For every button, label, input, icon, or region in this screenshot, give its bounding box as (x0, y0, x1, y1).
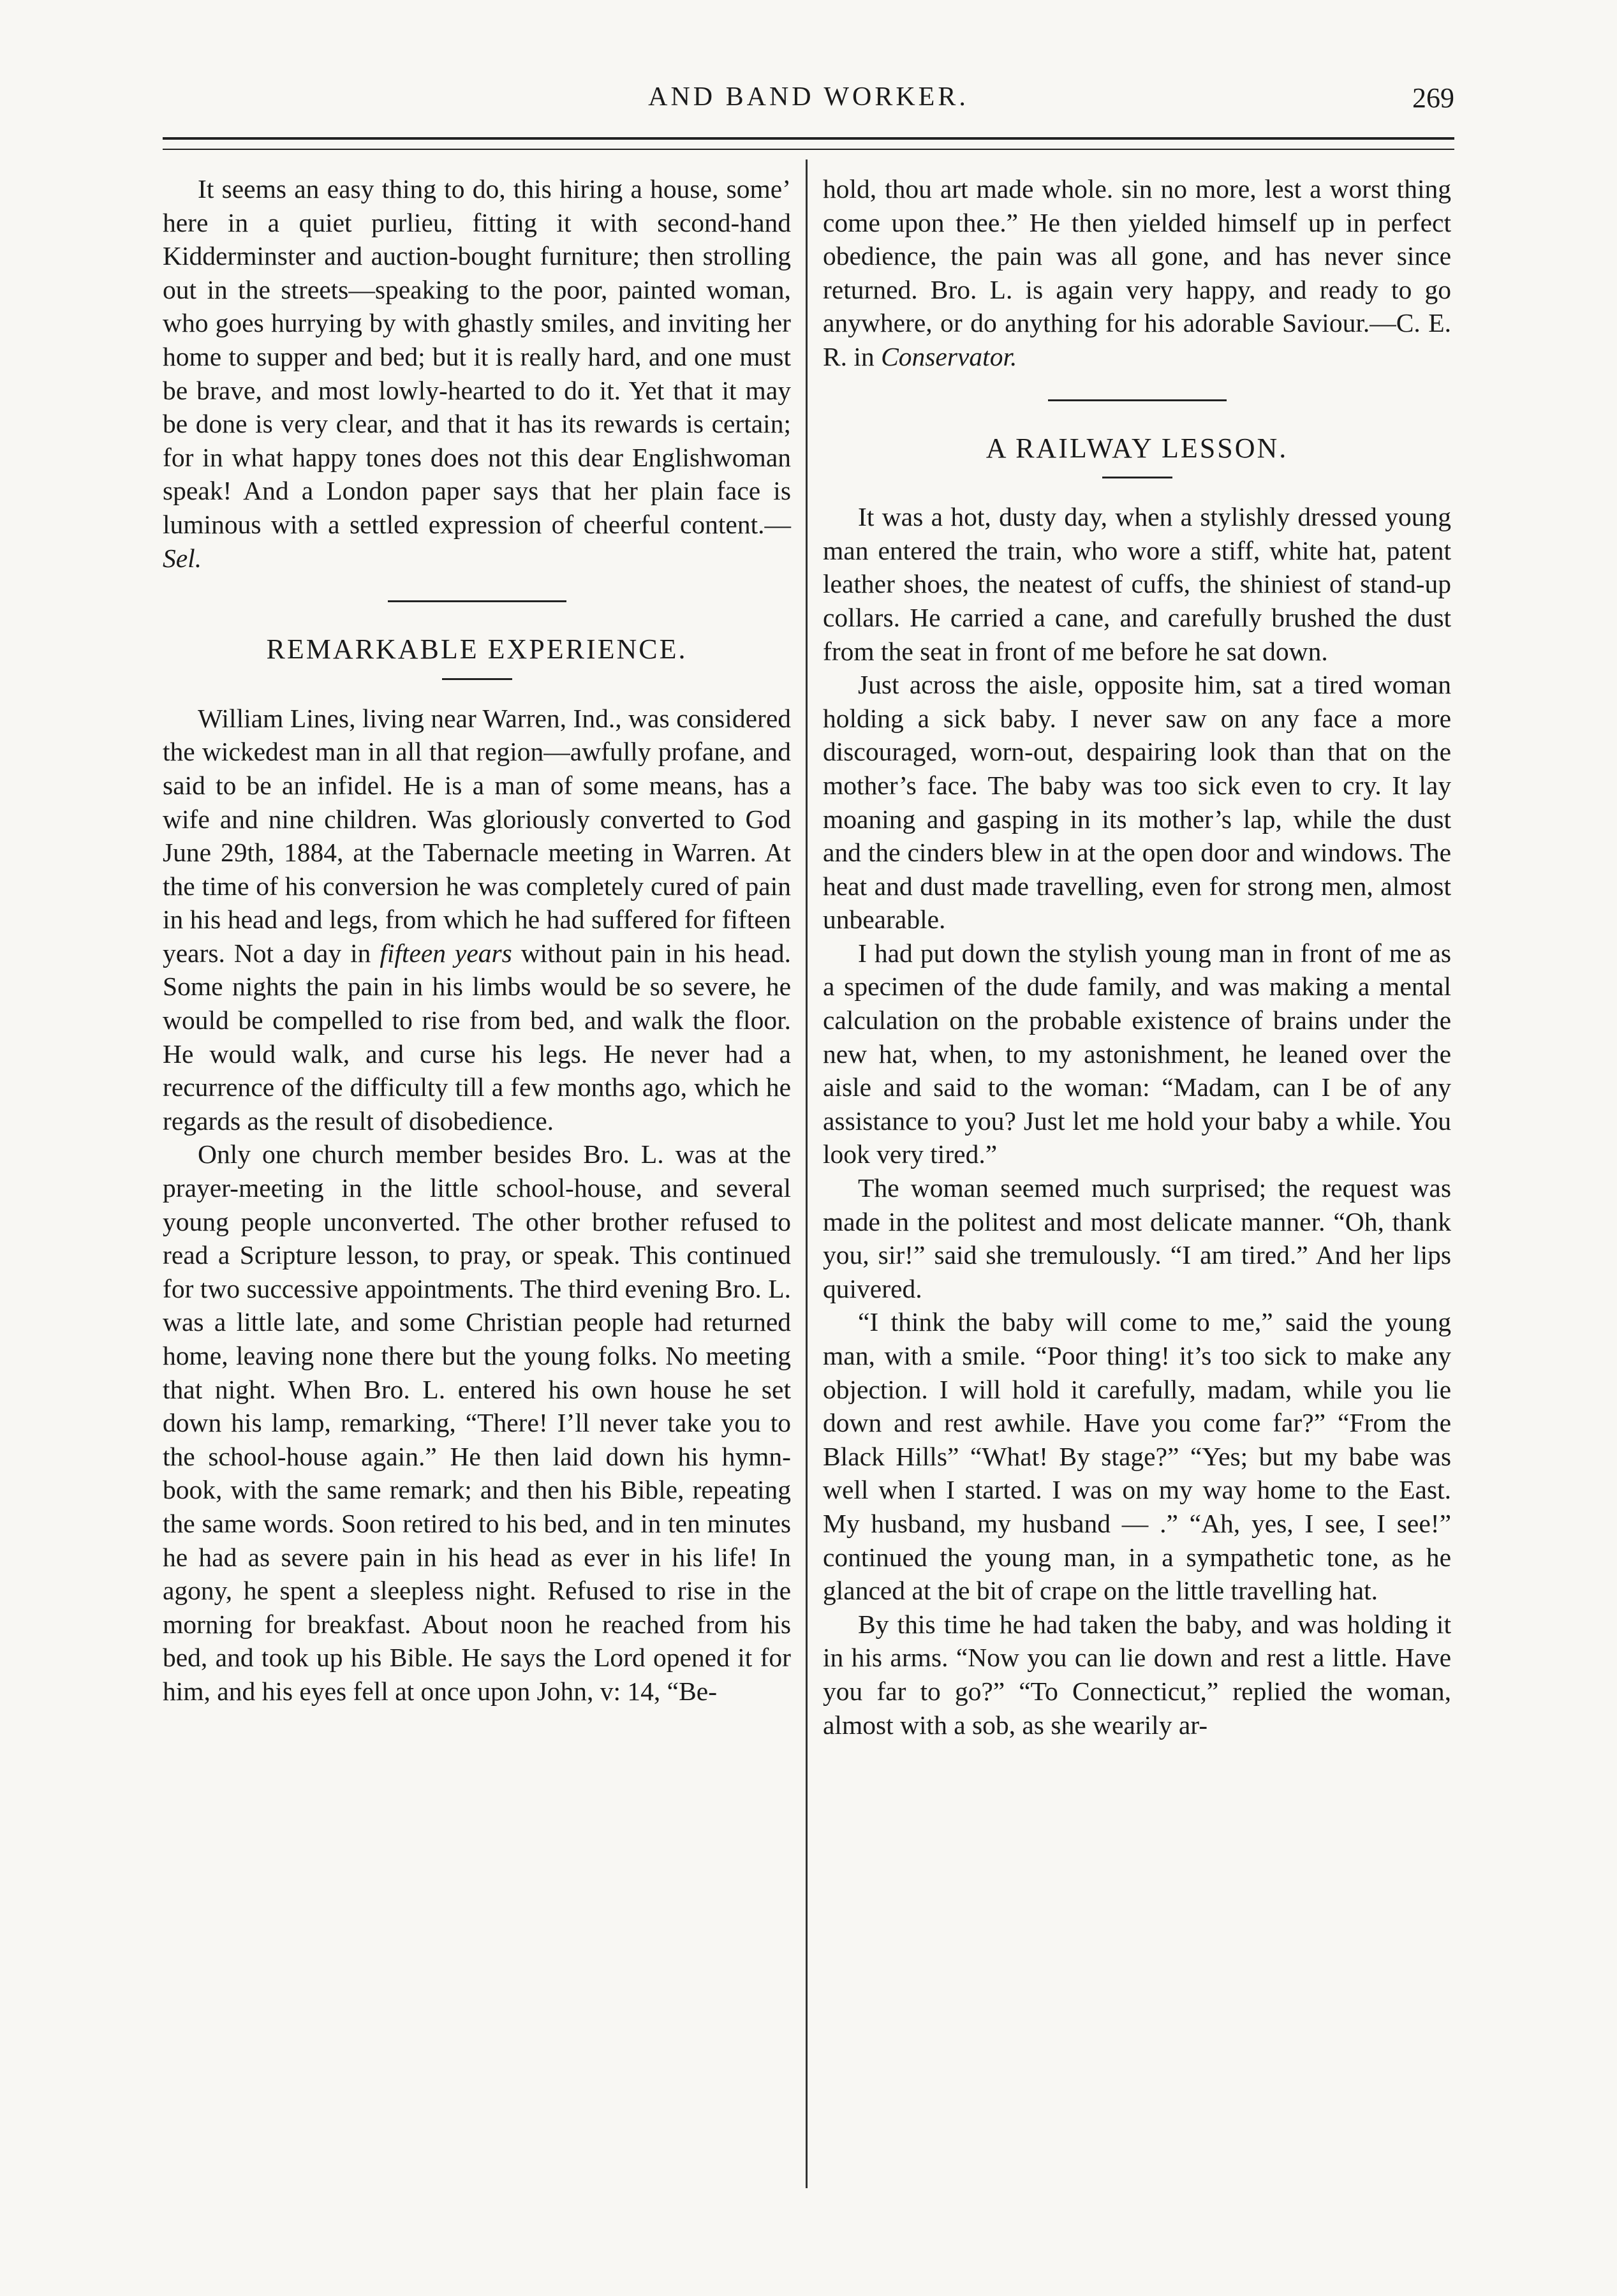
article-paragraph: It was a hot, dusty day, when a stylishly dressed young man entered the train, who wore a stiff, white hat, patent leather shoes, the neatest of cuffs, the shiniest of stand-up collars. He carried a cane, and carefully brushed the dust from the seat in front of me before he sat down. (823, 502, 1451, 666)
article-paragraph: Just across the aisle, opposite him, sat a tired woman holding a sick baby. I never saw on any face a more discouraged, worn-out, despairing look than that on the mother’s face. The baby was too sick even to cry. It lay moaning and gasping in its mother’s lap, while the dust and the cinders blew in at the open door and windows. The heat and dust made travelling, even for strong men, almost unbearable. (823, 670, 1451, 935)
article-paragraph: The woman seemed much surprised; the request was made in the politest and most delicate manner. “Oh, thank you, sir!” said she tremulously. “I am tired.” And her lips quivered. (823, 1173, 1451, 1303)
column-divider (806, 159, 808, 2188)
right-column (823, 172, 1451, 1742)
intro-signature: Sel. (163, 543, 202, 573)
article-heading-railway-lesson: A RAILWAY LESSON. (986, 432, 1288, 464)
section-separator (1048, 399, 1227, 401)
left-column (163, 172, 791, 1708)
intro-paragraph (163, 172, 791, 575)
paragraph-text: William Lines, living near Warren, Ind., was considered the wickedest man in all that region—awfully profane, and said to be an infidel. He is a man of some means, has a wife and nine children. Was gloriously converted to God June 29th, 1884, at the Tabernacle meeting in Warren. At the time of his conversion he was completely cured of pain in his head and legs, from which he had suffered for fifteen years. Not a day in (163, 703, 791, 968)
section-separator (388, 600, 566, 602)
continued-paragraph (823, 172, 1451, 374)
emphasis-text: fifteen years (380, 938, 512, 968)
article-paragraph: I had put down the stylish young man in front of me as a specimen of the dude family, and was making a mental calculation on the probable existence of brains under the new hat, when, to my astonishment, he leaned over the aisle and said to the woman: “Madam, can I be of any assistance to you? Just let me hold your baby a while. You look very tired.” (823, 938, 1451, 1169)
article-paragraph: “I think the baby will come to me,” said the young man, with a smile. “Poor thing! it’s too sick to make any objection. I will hold it carefully, madam, while you lie down and rest awhile. Have you come far?” “From the Black Hills” “What! By stage?” “Yes; but my babe was well when I started. I was on my way home to the East. My husband, my husband — .” “Ah, yes, I see, I see!” continued the young man, in a sympathetic tone, as he glanced at the bit of crape on the little travelling hat. (823, 1307, 1451, 1606)
source-citation: Conservator. (881, 341, 1017, 371)
intro-text: It seems an easy thing to do, this hiring a house, some’ here in a quiet purlieu, fitting it with second-hand Kidderminster and auction-bought furniture; then strolling out in the streets—speaking to the poor, painted woman, who goes hurrying by with ghastly smiles, and inviting her home to supper and bed; but it is really hard, and one must be brave, and most lowly-hearted to do it. Yet that it may be done is very clear, and that it has its rewards is certain; for in what happy tones does not this dear Englishwoman speak! And a London paper says that her plain face is luminous with a settled expression of cheerful content.— (163, 174, 791, 539)
heading-underline (1102, 477, 1172, 478)
article-heading-remarkable-experience: REMARKABLE EXPERIENCE. (266, 633, 688, 665)
article-paragraph (163, 702, 791, 1138)
article-paragraph: Only one church member besides Bro. L. was at the prayer-meeting in the little school-house, and several young people unconverted. The other brother refused to read a Scripture lesson, to pray, or speak. This continued for two successive appointments. The third evening Bro. L. was a little late, and some Christian people had returned home, leaving none there but the young folks. No meeting that night. When Bro. L. entered his own house he set down his lamp, remarking, “There! I’ll never take you to the school-house again.” He then laid down his hymn-book, with the same remark; and then his Bible, repeating the same words. Soon retired to his bed, and in ten minutes he had as severe pain in his head as ever in his life! In agony, he spent a sleepless night. Refused to rise in the morning for breakfast. About noon he reached from his bed, and took up his Bible. He says the Lord opened it for him, and his eyes fell at once upon John, v: 14, “Be- (163, 1139, 791, 1706)
page-header (163, 82, 1454, 133)
running-head: AND BAND WORKER. (648, 82, 969, 112)
page-number: 269 (1412, 82, 1454, 114)
paragraph-text: hold, thou art made whole. sin no more, lest a worst thing come upon thee.” He then yielded himself up in perfect obedience, the pain was all gone, and has never since returned. Bro. L. is again very happy, and ready to go anywhere, or do anything for his adorable Saviour.—C. E. R. in (823, 174, 1451, 371)
paragraph-text: without pain in his head. Some nights the pain in his limbs would be so severe, he would be compelled to rise from bed, and walk the floor. He would walk, and curse his legs. He never had a recurrence of the difficulty till a few months ago, which he regards as the result of disobedience. (163, 938, 791, 1136)
article-paragraph: By this time he had taken the baby, and was holding it in his arms. “Now you can lie down and rest a little. Have you far to go?” “To Connecticut,” replied the woman, almost with a sob, as she wearily ar- (823, 1609, 1451, 1740)
heading-underline (442, 678, 512, 680)
header-rule (163, 137, 1454, 150)
